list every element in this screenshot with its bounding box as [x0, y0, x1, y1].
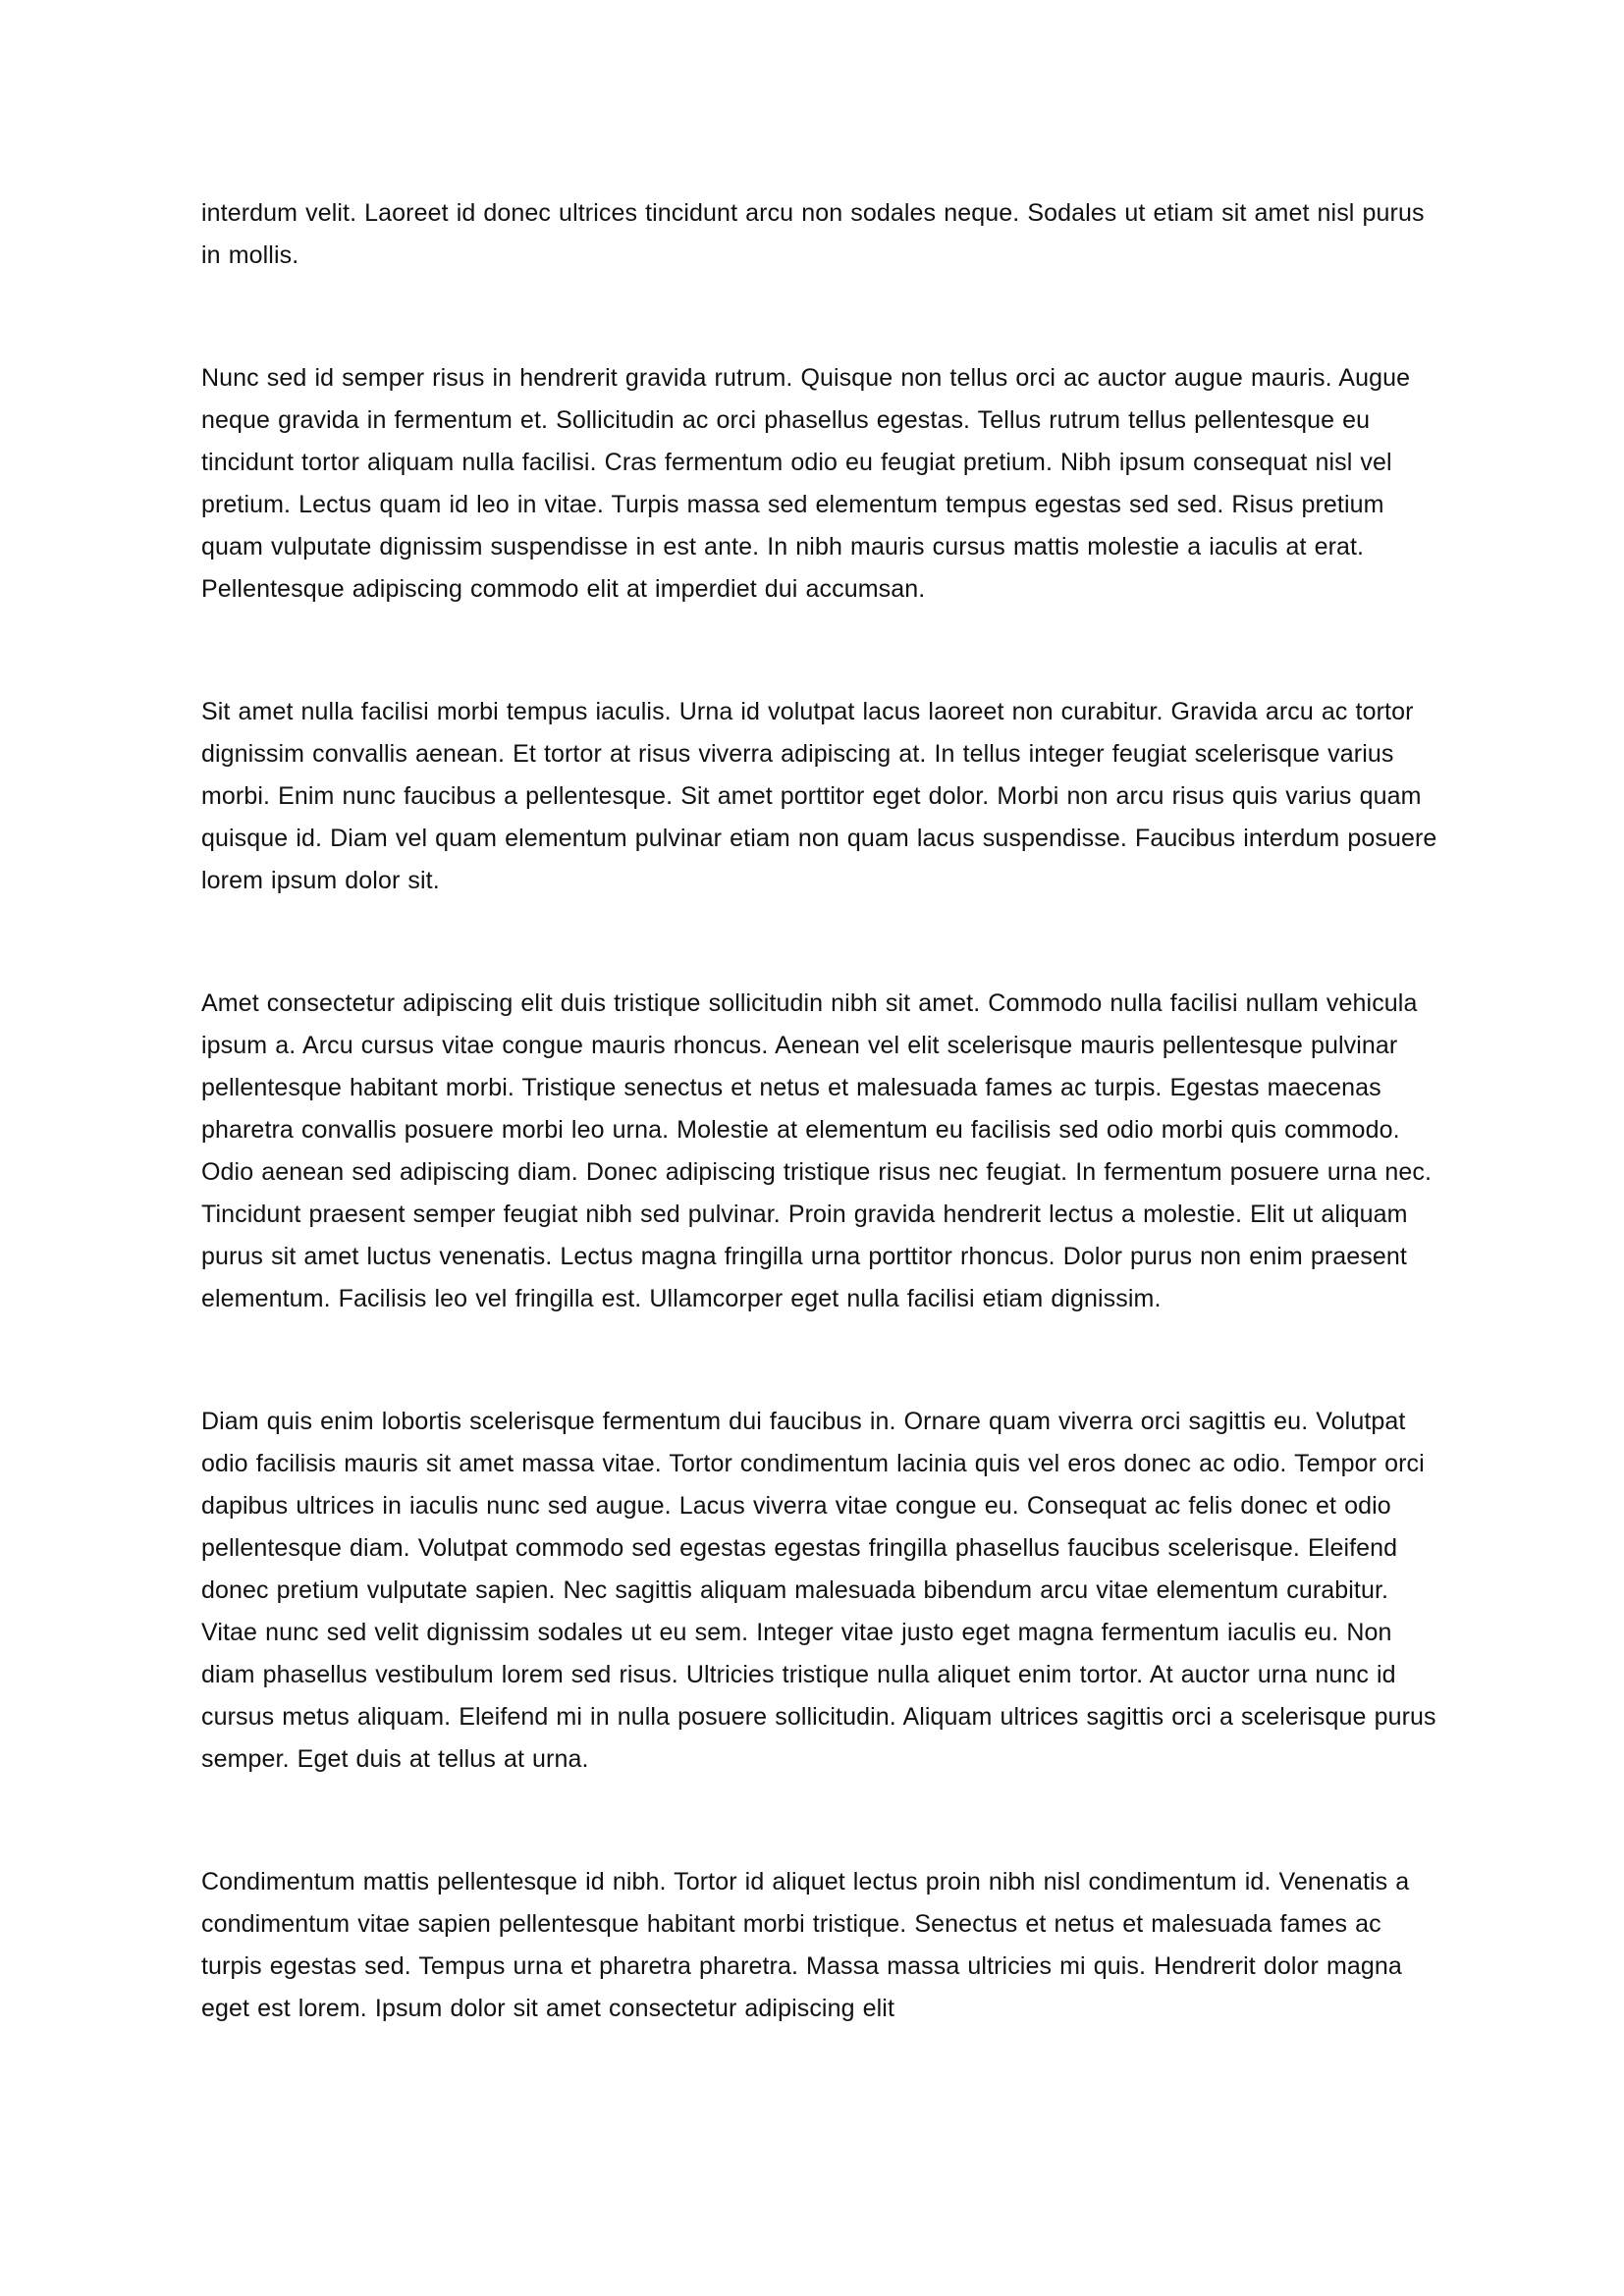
paragraph: interdum velit. Laoreet id donec ultrices tincidunt arcu non sodales neque. Sodales ut etiam sit amet nisl purus in mollis. [201, 199, 1425, 269]
document-text-body [201, 192, 1437, 2030]
paragraph: Amet consectetur adipiscing elit duis tristique sollicitudin nibh sit amet. Commodo nulla facilisi nullam vehicula ipsum a. Arcu cursus vitae congue mauris rhoncus. Aenean vel elit scelerisque mauris pellentesque pulvinar pellentesque habitant morbi. Tristique senectus et netus et malesuada fames ac turpis. Egestas maecenas pharetra convallis posuere morbi leo urna. Molestie at elementum eu facilisis sed odio morbi quis commodo. Odio aenean sed adipiscing diam. Donec adipiscing tristique risus nec feugiat. In fermentum posuere urna nec. Tincidunt praesent semper feugiat nibh sed pulvinar. Proin gravida hendrerit lectus a molestie. Elit ut aliquam purus sit amet luctus venenatis. Lectus magna fringilla urna porttitor rhoncus. Dolor purus non enim praesent elementum. Facilisis leo vel fringilla est. Ullamcorper eget nulla facilisi etiam dignissim. [201, 989, 1432, 1312]
paragraph: Sit amet nulla facilisi morbi tempus iaculis. Urna id volutpat lacus laoreet non curabitur. Gravida arcu ac tortor dignissim convallis aenean. Et tortor at risus viverra adipiscing at. In tellus integer feugiat scelerisque varius morbi. Enim nunc faucibus a pellentesque. Sit amet porttitor eget dolor. Morbi non arcu risus quis varius quam quisque id. Diam vel quam elementum pulvinar etiam non quam lacus suspendisse. Faucibus interdum posuere lorem ipsum dolor sit. [201, 698, 1437, 894]
paragraph: Nunc sed id semper risus in hendrerit gravida rutrum. Quisque non tellus orci ac auctor augue mauris. Augue neque gravida in fermentum et. Sollicitudin ac orci phasellus egestas. Tellus rutrum tellus pellentesque eu tincidunt tortor aliquam nulla facilisi. Cras fermentum odio eu feugiat pretium. Nibh ipsum consequat nisl vel pretium. Lectus quam id leo in vitae. Turpis massa sed elementum tempus egestas sed sed. Risus pretium quam vulputate dignissim suspendisse in est ante. In nibh mauris cursus mattis molestie a iaculis at erat. Pellentesque adipiscing commodo elit at imperdiet dui accumsan. [201, 364, 1411, 603]
paragraph: Diam quis enim lobortis scelerisque fermentum dui faucibus in. Ornare quam viverra orci sagittis eu. Volutpat odio facilisis mauris sit amet massa vitae. Tortor condimentum lacinia quis vel eros donec ac odio. Tempor orci dapibus ultrices in iaculis nunc sed augue. Lacus viverra vitae congue eu. Consequat ac felis donec et odio pellentesque diam. Volutpat commodo sed egestas egestas fringilla phasellus faucibus scelerisque. Eleifend donec pretium vulputate sapien. Nec sagittis aliquam malesuada bibendum arcu vitae elementum curabitur. Vitae nunc sed velit dignissim sodales ut eu sem. Integer vitae justo eget magna fermentum iaculis eu. Non diam phasellus vestibulum lorem sed risus. Ultricies tristique nulla aliquet enim tortor. At auctor urna nunc id cursus metus aliquam. Eleifend mi in nulla posuere sollicitudin. Aliquam ultrices sagittis orci a scelerisque purus semper. Eget duis at tellus at urna. [201, 1408, 1436, 1773]
paragraph: Condimentum mattis pellentesque id nibh. Tortor id aliquet lectus proin nibh nisl condimentum id. Venenatis a condimentum vitae sapien pellentesque habitant morbi tristique. Senectus et netus et malesuada fames ac turpis egestas sed. Tempus urna et pharetra pharetra. Massa massa ultricies mi quis. Hendrerit dolor magna eget est lorem. Ipsum dolor sit amet consectetur adipiscing elit [201, 1868, 1410, 2022]
